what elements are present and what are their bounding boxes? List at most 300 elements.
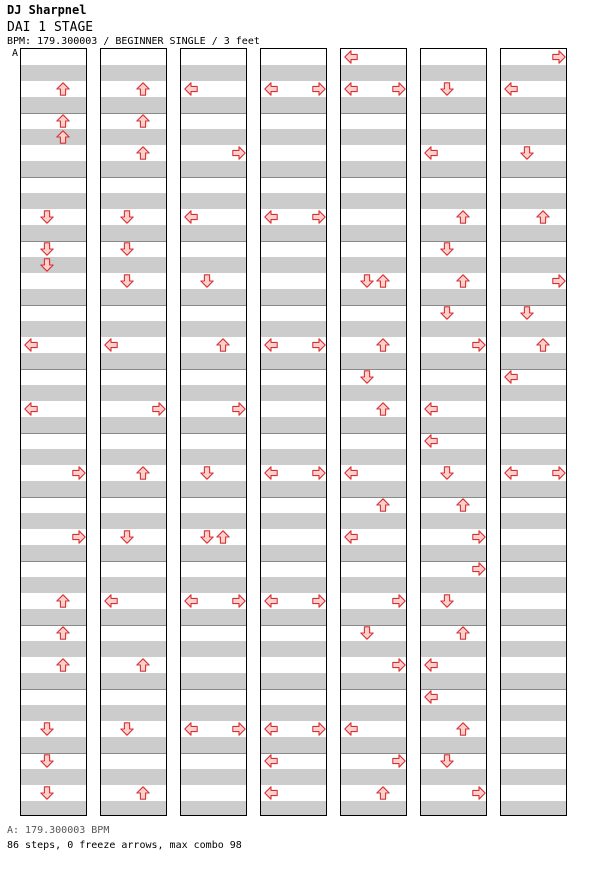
beat-row [341,433,406,449]
beat-row [501,241,566,257]
beat-row [181,113,246,129]
beat-row [21,177,86,193]
beat-row [341,561,406,577]
step-row [261,609,326,625]
up-arrow-icon [536,338,550,352]
step-row [421,769,486,785]
step-row [341,785,406,801]
beat-row [341,113,406,129]
beat-row [21,113,86,129]
step-row [501,769,566,785]
step-row [501,609,566,625]
left-arrow-icon [264,210,278,224]
right-arrow-icon [232,722,246,736]
step-row [181,129,246,145]
step-row [501,529,566,545]
right-arrow-icon [392,754,406,768]
beat-row [181,497,246,513]
step-row [101,737,166,753]
down-arrow-icon [120,530,134,544]
step-row [21,801,86,816]
up-arrow-icon [56,82,70,96]
beat-row [501,689,566,705]
step-row [501,97,566,113]
beat-row [261,113,326,129]
step-row [261,321,326,337]
right-arrow-icon [312,82,326,96]
step-row [21,321,86,337]
beat-row [181,689,246,705]
step-row [21,593,86,609]
left-arrow-icon [424,434,438,448]
step-row [421,193,486,209]
step-row [501,657,566,673]
step-row [341,545,406,561]
left-arrow-icon [264,466,278,480]
step-row [101,449,166,465]
step-row [261,289,326,305]
step-row [261,513,326,529]
step-row [101,673,166,689]
step-row [421,545,486,561]
step-row [341,161,406,177]
step-row [101,161,166,177]
beat-row [21,561,86,577]
right-arrow-icon [472,786,486,800]
beat-row [261,241,326,257]
bpm-marker-label: A [12,48,19,59]
step-row [261,801,326,816]
up-arrow-icon [216,530,230,544]
step-row [421,673,486,689]
beat-row [181,561,246,577]
step-row [101,641,166,657]
step-row [341,257,406,273]
step-row [261,129,326,145]
artist-name: DJ Sharpnel [7,3,87,17]
step-row [181,481,246,497]
step-row [341,705,406,721]
step-row [421,129,486,145]
right-arrow-icon [312,722,326,736]
step-row [261,641,326,657]
up-arrow-icon [456,210,470,224]
beat-row [101,369,166,385]
left-arrow-icon [264,338,278,352]
right-arrow-icon [72,530,86,544]
down-arrow-icon [440,466,454,480]
beat-row [181,49,246,65]
down-arrow-icon [360,626,374,640]
beat-row [261,49,326,65]
right-arrow-icon [312,338,326,352]
step-row [21,145,86,161]
up-arrow-icon [376,402,390,416]
step-row [261,65,326,81]
right-arrow-icon [472,530,486,544]
step-row [501,673,566,689]
up-arrow-icon [216,338,230,352]
step-row [501,785,566,801]
step-row [21,273,86,289]
left-arrow-icon [424,658,438,672]
down-arrow-icon [120,722,134,736]
step-row [421,225,486,241]
beat-row [421,497,486,513]
step-row [261,705,326,721]
right-arrow-icon [232,402,246,416]
left-arrow-icon [24,338,38,352]
beat-row [501,753,566,769]
beat-row [181,369,246,385]
step-row [341,481,406,497]
step-row [101,145,166,161]
step-row [181,641,246,657]
step-row [341,337,406,353]
step-row [261,769,326,785]
beat-row [501,177,566,193]
beat-row [101,497,166,513]
left-arrow-icon [424,690,438,704]
beat-row [181,433,246,449]
step-row [21,513,86,529]
step-row [21,353,86,369]
down-arrow-icon [120,274,134,288]
step-row [101,385,166,401]
left-arrow-icon [104,338,118,352]
left-arrow-icon [104,594,118,608]
step-row [341,673,406,689]
step-row [181,577,246,593]
step-row [21,81,86,97]
step-row [101,129,166,145]
step-row [421,577,486,593]
down-arrow-icon [520,146,534,160]
step-row [101,545,166,561]
beat-row [101,625,166,641]
beat-row [101,49,166,65]
step-row [501,289,566,305]
step-row [101,657,166,673]
left-arrow-icon [184,82,198,96]
step-row [421,737,486,753]
beat-row [341,305,406,321]
step-row [341,225,406,241]
beat-row [501,497,566,513]
beat-row [21,49,86,65]
left-arrow-icon [344,466,358,480]
step-row [261,737,326,753]
step-row [501,321,566,337]
step-row [101,785,166,801]
step-row [421,481,486,497]
chart-info: BPM: 179.300003 / BEGINNER SINGLE / 3 feet [7,36,260,47]
step-row [101,801,166,816]
step-row [101,705,166,721]
step-row [101,609,166,625]
down-arrow-icon [360,370,374,384]
left-arrow-icon [264,594,278,608]
step-row [501,577,566,593]
step-row [421,321,486,337]
left-arrow-icon [344,50,358,64]
left-arrow-icon [264,82,278,96]
left-arrow-icon [504,82,518,96]
up-arrow-icon [136,786,150,800]
step-row [261,273,326,289]
step-row [501,721,566,737]
right-arrow-icon [232,594,246,608]
step-row [181,161,246,177]
beat-row [21,305,86,321]
up-arrow-icon [136,82,150,96]
beat-row [101,113,166,129]
step-row [181,417,246,433]
step-row [101,97,166,113]
right-arrow-icon [152,402,166,416]
down-arrow-icon [120,242,134,256]
beat-row [21,625,86,641]
step-row [501,353,566,369]
step-row [261,657,326,673]
step-row [261,353,326,369]
step-row [501,193,566,209]
up-arrow-icon [56,130,70,144]
beat-row [341,177,406,193]
step-row [101,321,166,337]
step-row [421,257,486,273]
up-arrow-icon [56,114,70,128]
down-arrow-icon [440,754,454,768]
step-row [261,257,326,273]
step-row [181,449,246,465]
left-arrow-icon [24,402,38,416]
step-row [181,385,246,401]
right-arrow-icon [312,210,326,224]
step-row [501,417,566,433]
step-row [421,705,486,721]
beat-row [421,625,486,641]
up-arrow-icon [136,658,150,672]
beat-row [261,497,326,513]
step-row [341,513,406,529]
step-row [501,593,566,609]
chart-column-6 [420,48,487,816]
down-arrow-icon [40,210,54,224]
left-arrow-icon [504,466,518,480]
step-row [21,193,86,209]
step-row [341,193,406,209]
step-row [421,273,486,289]
step-row [101,81,166,97]
step-row [101,65,166,81]
step-row [181,225,246,241]
left-arrow-icon [264,722,278,736]
beat-row [501,625,566,641]
step-row [101,769,166,785]
step-row [341,737,406,753]
step-row [21,641,86,657]
step-row [21,705,86,721]
down-arrow-icon [440,306,454,320]
beat-row [261,369,326,385]
step-row [261,481,326,497]
step-row [501,481,566,497]
step-row [181,353,246,369]
step-row [101,257,166,273]
beat-row [101,753,166,769]
right-arrow-icon [312,594,326,608]
right-arrow-icon [552,274,566,288]
right-arrow-icon [472,338,486,352]
step-row [341,65,406,81]
step-row [341,577,406,593]
bpm-legend: A: 179.300003 BPM [7,825,110,836]
beat-row [421,113,486,129]
down-arrow-icon [40,258,54,272]
step-row [21,65,86,81]
step-row [261,145,326,161]
beat-row [181,753,246,769]
song-title: DAI 1 STAGE [7,20,94,35]
left-arrow-icon [264,786,278,800]
up-arrow-icon [456,274,470,288]
step-row [21,609,86,625]
step-row [21,289,86,305]
step-row [21,385,86,401]
step-row [341,289,406,305]
step-row [261,529,326,545]
step-row [181,193,246,209]
down-arrow-icon [440,594,454,608]
down-arrow-icon [360,274,374,288]
down-arrow-icon [520,306,534,320]
left-arrow-icon [264,754,278,768]
beat-row [261,689,326,705]
chart-column-2 [100,48,167,816]
beat-row [181,241,246,257]
beat-row [101,433,166,449]
step-row [181,257,246,273]
step-row [501,225,566,241]
up-arrow-icon [376,338,390,352]
up-arrow-icon [456,498,470,512]
step-row [21,545,86,561]
step-row [261,449,326,465]
step-row [181,657,246,673]
step-row [421,417,486,433]
beat-row [101,689,166,705]
left-arrow-icon [344,82,358,96]
beat-row [21,497,86,513]
beat-row [261,625,326,641]
chart-column-4 [260,48,327,816]
step-row [181,545,246,561]
step-row [501,401,566,417]
beat-row [341,241,406,257]
beat-row [501,433,566,449]
step-row [21,657,86,673]
step-row [421,385,486,401]
left-arrow-icon [184,594,198,608]
step-row [421,161,486,177]
step-row [421,609,486,625]
step-row [21,577,86,593]
up-arrow-icon [136,114,150,128]
step-row [181,289,246,305]
step-row [181,321,246,337]
step-row [501,129,566,145]
step-row [101,193,166,209]
step-row [261,161,326,177]
step-row [21,737,86,753]
beat-row [181,177,246,193]
step-row [341,145,406,161]
step-row [261,417,326,433]
step-row [501,161,566,177]
up-arrow-icon [456,626,470,640]
beat-row [101,561,166,577]
step-row [101,417,166,433]
beat-row [421,49,486,65]
step-row [341,401,406,417]
left-arrow-icon [424,146,438,160]
step-row [501,737,566,753]
beat-row [101,305,166,321]
beat-row [261,433,326,449]
beat-row [341,689,406,705]
step-row [181,337,246,353]
left-arrow-icon [344,530,358,544]
beat-row [261,177,326,193]
step-row [21,769,86,785]
up-arrow-icon [56,658,70,672]
chart-column-3 [180,48,247,816]
step-row [501,449,566,465]
up-arrow-icon [376,274,390,288]
step-row [501,385,566,401]
step-row [421,209,486,225]
left-arrow-icon [344,722,358,736]
step-row [421,641,486,657]
step-row [421,65,486,81]
step-row [501,257,566,273]
right-arrow-icon [392,82,406,96]
beat-row [421,177,486,193]
up-arrow-icon [136,146,150,160]
beat-row [341,497,406,513]
step-row [101,513,166,529]
step-row [181,801,246,816]
step-row [261,385,326,401]
step-row [341,385,406,401]
step-row [181,513,246,529]
step-row [341,129,406,145]
right-arrow-icon [472,562,486,576]
down-arrow-icon [200,274,214,288]
step-row [261,225,326,241]
step-row [421,449,486,465]
down-arrow-icon [40,786,54,800]
right-arrow-icon [552,50,566,64]
step-row [181,705,246,721]
beat-row [501,113,566,129]
up-arrow-icon [376,498,390,512]
step-row [261,401,326,417]
step-row [101,481,166,497]
right-arrow-icon [392,658,406,672]
left-arrow-icon [504,370,518,384]
